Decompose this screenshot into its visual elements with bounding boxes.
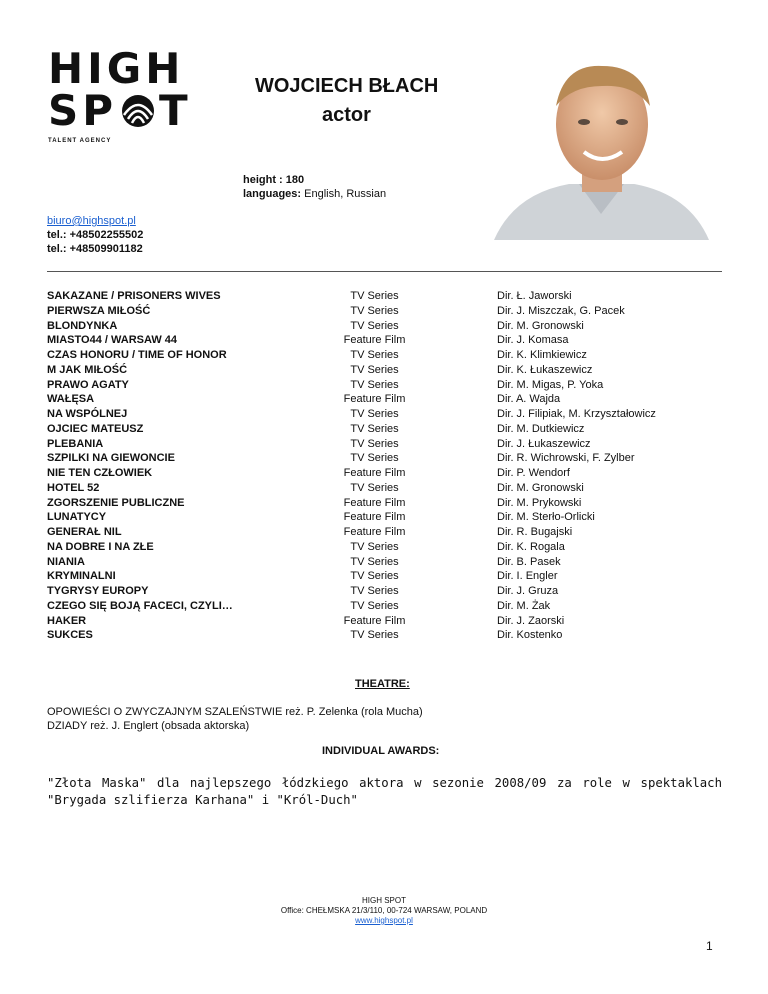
credit-title: NIANIA (47, 555, 85, 568)
credit-type: TV Series (350, 437, 399, 450)
credit-title: NIE TEN CZŁOWIEK (47, 467, 153, 479)
credit-type: TV Series (350, 408, 399, 420)
credit-director: Dir. K. Łukaszewicz (497, 363, 593, 376)
agency-logo (48, 44, 193, 144)
credit-director: Dir. P. Wendorf (497, 467, 570, 479)
credit-type: TV Series (350, 349, 399, 361)
credit-row (47, 569, 722, 584)
credit-title: PRAWO AGATY (47, 378, 129, 391)
credit-title: KRYMINALNI (47, 570, 116, 583)
phone-1: tel.: +48502255502 (47, 229, 144, 241)
divider (47, 271, 722, 272)
credit-title: SZPILKI NA GIEWONCIE (47, 452, 175, 465)
credit-title: SUKCES (47, 629, 93, 642)
credit-title: NA DOBRE I NA ZŁE (47, 540, 154, 553)
credit-type: TV Series (350, 599, 399, 612)
credit-row (47, 289, 722, 304)
credit-title: MIASTO44 / WARSAW 44 (47, 334, 177, 347)
credit-title: LUNATYCY (47, 511, 107, 524)
credit-title: SAKAZANE / PRISONERS WIVES (47, 290, 221, 302)
page-number: 1 (706, 939, 713, 953)
credit-title: CZAS HONORU / TIME OF HONOR (47, 349, 227, 361)
credit-type: TV Series (350, 570, 399, 583)
theatre-heading: THEATRE: (355, 678, 410, 690)
credit-type: Feature Film (343, 467, 406, 479)
credit-row (47, 481, 722, 496)
credit-row (47, 437, 722, 452)
credit-director: Dir. J. Zaorski (497, 614, 565, 627)
credit-title: WAŁĘSA (47, 393, 95, 406)
credit-type: TV Series (350, 304, 399, 317)
credit-director: Dir. K. Klimkiewicz (497, 349, 587, 361)
credit-row (47, 510, 722, 525)
credit-type: TV Series (350, 422, 399, 435)
logo-line-1: HIGH (48, 44, 185, 93)
credit-row (47, 422, 722, 437)
credit-row (47, 555, 722, 570)
credit-type: Feature Film (343, 393, 406, 406)
email-link[interactable]: biuro@highspot.pl (47, 215, 136, 227)
credit-row (47, 540, 722, 555)
credit-row (47, 451, 722, 466)
credit-director: Dir. Ł. Jaworski (497, 290, 572, 302)
awards-heading: INDIVIDUAL AWARDS: (322, 745, 440, 757)
credit-type: TV Series (350, 555, 399, 568)
contact-block (47, 214, 143, 256)
credit-director: Dir. K. Rogala (497, 540, 565, 553)
credit-row (47, 392, 722, 407)
credit-director: Dir. M. Dutkiewicz (497, 422, 585, 435)
credit-director: Dir. I. Engler (497, 570, 558, 583)
credit-director: Dir. R. Bugajski (497, 526, 573, 538)
credit-director: Dir. J. Komasa (497, 334, 569, 347)
phone-2: tel.: +48509901182 (47, 243, 143, 255)
credit-type: TV Series (350, 481, 399, 494)
theatre-list (47, 705, 423, 733)
credit-type: TV Series (350, 363, 399, 376)
actor-meta (243, 173, 386, 201)
credit-director: Dir. M. Gronowski (497, 481, 584, 494)
credit-director: Dir. Kostenko (497, 629, 563, 642)
credit-type: TV Series (350, 629, 399, 642)
credit-type: Feature Film (343, 496, 406, 509)
credit-row (47, 363, 722, 378)
footer (0, 896, 768, 926)
credit-row (47, 614, 722, 629)
logo-line-2-end: T (159, 86, 192, 135)
height-line: height : 180 (243, 174, 305, 186)
credit-row (47, 525, 722, 540)
credit-director: Dir. J. Filipiak, M. Krzyształowicz (497, 408, 656, 420)
logo-tagline: TALENT AGENCY (48, 138, 112, 144)
credit-title: GENERAŁ NIL (47, 526, 122, 538)
credit-row (47, 407, 722, 422)
credit-title: M JAK MIŁOŚĆ (47, 363, 128, 376)
credits-list (47, 289, 722, 643)
credit-type: TV Series (350, 378, 399, 391)
credit-title: ZGORSZENIE PUBLICZNE (47, 496, 185, 509)
credit-title: TYGRYSY EUROPY (47, 585, 149, 597)
credit-type: Feature Film (343, 334, 406, 347)
shell-icon (119, 93, 157, 129)
actor-role: actor (322, 104, 371, 126)
credit-row (47, 466, 722, 481)
credit-type: Feature Film (343, 511, 406, 524)
credit-director: Dir. M. Gronowski (497, 319, 584, 332)
credit-type: TV Series (350, 290, 399, 302)
footer-company: HIGH SPOT (361, 896, 406, 905)
credit-director: Dir. A. Wajda (497, 393, 561, 406)
credit-type: Feature Film (343, 526, 406, 538)
credit-row (47, 378, 722, 393)
logo-line-2 (48, 86, 193, 135)
credit-director: Dir. B. Pasek (497, 555, 561, 568)
credit-director: Dir. R. Wichrowski, F. Zylber (497, 452, 635, 465)
credit-row (47, 319, 722, 334)
actor-photo (484, 44, 718, 240)
credit-type: TV Series (350, 585, 399, 597)
credit-row (47, 348, 722, 363)
credit-type: TV Series (350, 319, 399, 332)
award-text: "Złota Maska" dla najlepszego łódzkiego aktora w sezonie 2008/09 za role w spektaklach "Brygada szlifierza Karhana" i "Król-Duch" (47, 776, 722, 807)
credit-director: Dir. J. Miszczak, G. Pacek (497, 304, 625, 317)
languages-line: languages: English, Russian (243, 188, 387, 200)
credit-director: Dir. M. Sterło-Orlicki (497, 511, 595, 524)
credit-title: CZEGO SIĘ BOJĄ FACECI, CZYLI… (47, 599, 233, 612)
credit-type: TV Series (350, 452, 399, 465)
credit-title: PLEBANIA (47, 437, 104, 450)
footer-website-link[interactable]: www.highspot.pl (355, 916, 413, 925)
credit-row (47, 333, 722, 348)
logo-line-2-start: SP (48, 86, 118, 135)
credit-row (47, 599, 722, 614)
actor-name: WOJCIECH BŁACH (255, 75, 439, 97)
credit-row (47, 628, 722, 643)
credit-type: TV Series (350, 540, 399, 553)
credit-row (47, 584, 722, 599)
credit-title: HOTEL 52 (47, 481, 100, 494)
theatre-item: OPOWIEŚCI O ZWYCZAJNYM SZALEŃSTWIE reż. P. Zelenka (rola Mucha) (47, 706, 423, 718)
credit-title: PIERWSZA MIŁOŚĆ (47, 304, 151, 317)
theatre-item: DZIADY reż. J. Englert (obsada aktorska) (47, 720, 250, 732)
credit-row (47, 304, 722, 319)
credit-type: Feature Film (343, 614, 406, 627)
credit-director: Dir. M. Prykowski (497, 496, 582, 509)
footer-address: Office: CHEŁMSKA 21/3/110, 00-724 WARSAW, POLAND (280, 906, 488, 915)
credit-title: HAKER (47, 614, 87, 627)
credit-title: BLONDYNKA (47, 319, 118, 332)
credit-title: NA WSPÓLNEJ (47, 408, 128, 420)
credit-director: Dir. J. Gruza (497, 585, 559, 597)
credit-director: Dir. M. Migas, P. Yoka (497, 378, 604, 391)
credit-title: OJCIEC MATEUSZ (47, 422, 144, 435)
credit-director: Dir. J. Łukaszewicz (497, 437, 591, 450)
credit-row (47, 496, 722, 511)
credit-director: Dir. M. Żak (497, 599, 551, 612)
